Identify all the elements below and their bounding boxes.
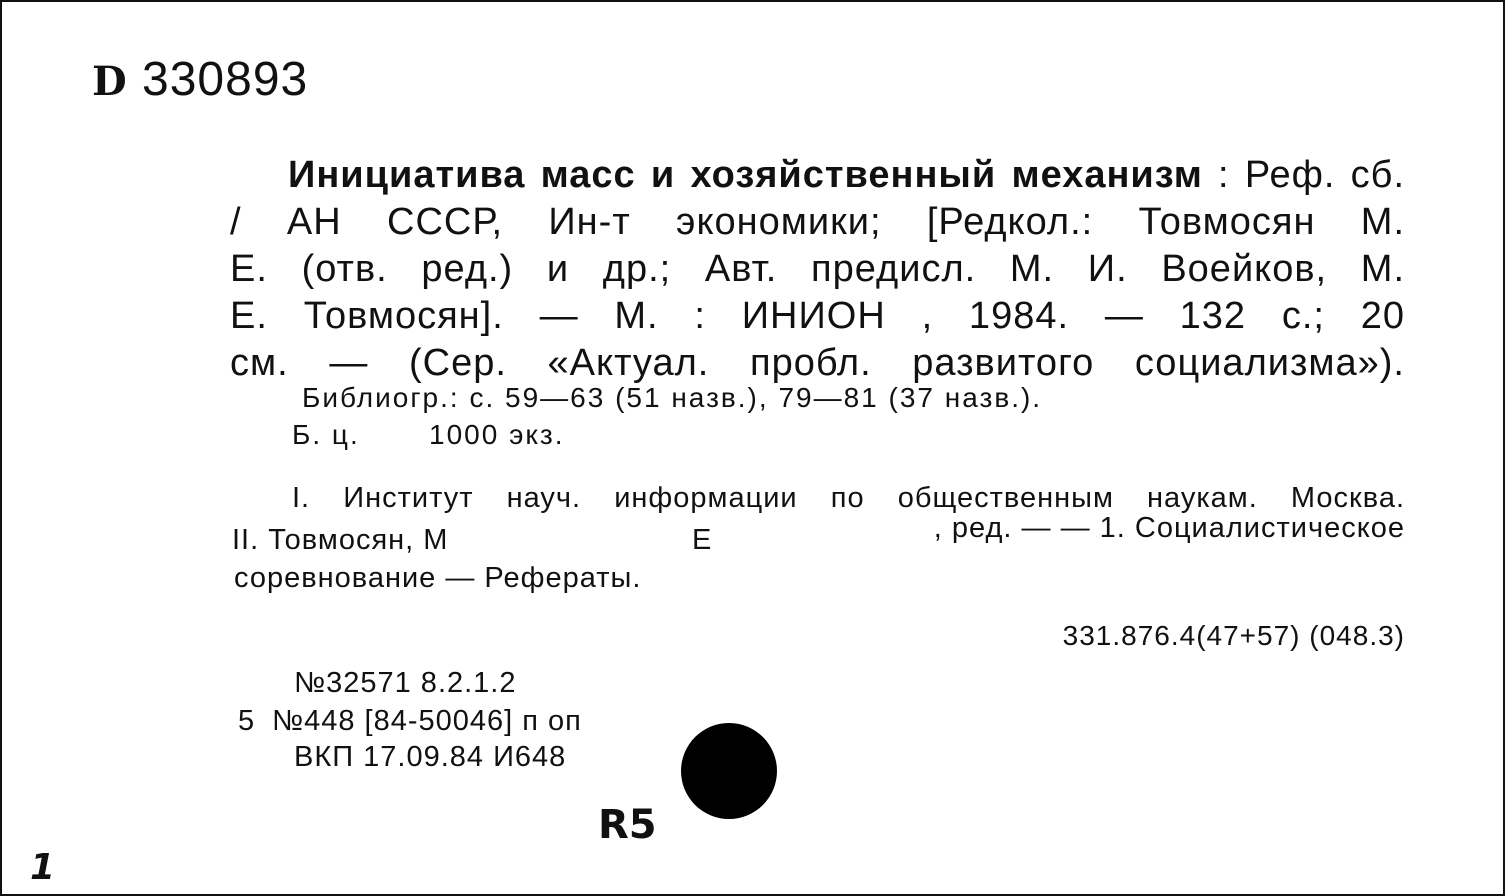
- bibliography-note: Библиогр.: с. 59—63 (51 назв.), 79—81 (37 назв.).: [302, 382, 1043, 413]
- tracing-subject: , ред. — — 1. Социалистическое: [933, 512, 1405, 544]
- description-line-1: Инициатива масс и хозяйственный механизм : Реф. сб.: [288, 154, 1406, 196]
- description-line-3: Е. (отв. ред.) и др.; Авт. предисл. М. И. Воейков, М.: [230, 248, 1405, 290]
- price-note: Б. ц.: [292, 419, 360, 450]
- registry-line-2: №448 [84-50046] п оп: [272, 705, 582, 737]
- registry-line-3: ВКП 17.09.84 И648: [294, 741, 567, 773]
- tracing-subject-cont: соревнование — Рефераты.: [234, 562, 642, 594]
- registry-prefix: 5: [238, 705, 256, 737]
- corner-mark: 1: [30, 847, 56, 888]
- description-line-5: см. — (Сер. «Актуал. пробл. развитого социализма»).: [230, 342, 1405, 384]
- punch-hole: [681, 723, 777, 819]
- copies-note: 1000 экз.: [429, 419, 565, 450]
- tracing-editor: II. Товмосян, М: [232, 524, 449, 556]
- udc-index: 331.876.4(47+57) (048.3): [1062, 620, 1405, 651]
- shelf-number: 330893: [142, 53, 309, 106]
- handwritten-mark: R5: [598, 802, 657, 848]
- tracing-editor-initial: Е: [692, 524, 713, 556]
- shelf-mark: [92, 52, 308, 107]
- book-title: Инициатива масс и хозяйственный механизм: [288, 154, 1203, 196]
- shelf-prefix: D: [92, 58, 128, 105]
- registry-line-1: №32571 8.2.1.2: [294, 667, 517, 699]
- description-line-4: Е. Товмосян]. — М. : ИНИОН , 1984. — 132 с.; 20: [230, 295, 1405, 337]
- description-line-2: / АН СССР, Ин-т экономики; [Редкол.: Товмосян М.: [230, 201, 1405, 243]
- bibliographic-description: [230, 152, 1405, 387]
- tracing-line-1: I. Институт науч. информации по общественным наукам. Москва.: [292, 482, 1405, 514]
